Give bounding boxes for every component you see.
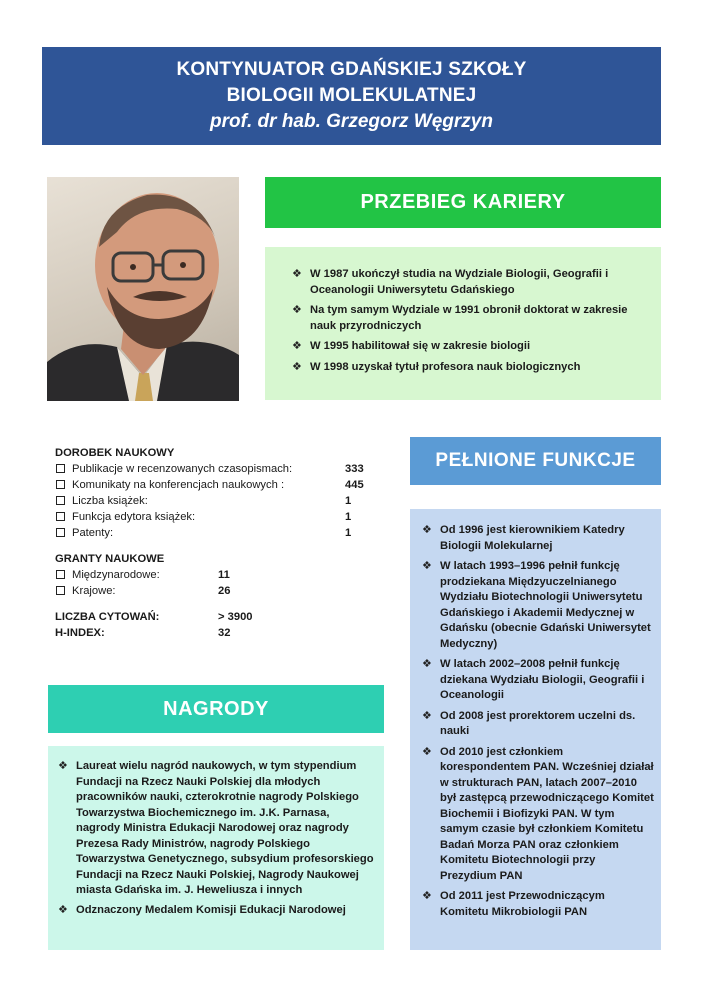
stat-row: Funkcja edytora książek: 1 bbox=[55, 509, 385, 525]
portrait-illustration bbox=[47, 177, 239, 401]
diamond-bullet-icon: ❖ bbox=[58, 760, 68, 772]
subtitle-name: prof. dr hab. Grzegorz Węgrzyn bbox=[210, 111, 493, 132]
list-item: ❖ W 1998 uzyskał tytuł profesora nauk biologicznych bbox=[292, 360, 642, 376]
list-item: ❖ Laureat wielu nagród naukowych, w tym stypendium Fundacji na Rzecz Nauki Polskiej dla młodych pracowników nauki, czterokrotnie nagrody Polskiego Towarzystwa Biochemicznego im. J.K. Parnasa, nagrody Ministra Edukacji Narodowej oraz nagrody Prezesa Rady Ministrów, nagrody Polskiego Towarzystwa Genetycznego, subsydium profesorskiego Fundacji na Rzecz Nauki Polskiej, Nagrody Naukowej miasta Gdańska im. J. Heweliusza i innych bbox=[58, 760, 374, 896]
stat-row: Publikacje w recenzowanych czasopismach: 333 bbox=[55, 461, 385, 477]
stats-section bbox=[55, 445, 385, 641]
checkbox-icon bbox=[56, 586, 65, 595]
title-line-2: BIOLOGII MOLEKULATNEJ bbox=[226, 85, 477, 106]
checkbox-icon bbox=[56, 464, 65, 473]
list-item: ❖ Od 1996 jest kierownikiem Katedry Biologii Molekularnej bbox=[422, 524, 625, 552]
stat-row: Komunikaty na konferencjach naukowych : 445 bbox=[55, 477, 385, 493]
diamond-bullet-icon: ❖ bbox=[422, 745, 432, 758]
list-item: ❖ Od 2008 jest prorektorem uczelni ds. nauki bbox=[422, 709, 636, 737]
checkbox-icon bbox=[56, 496, 65, 505]
functions-heading: PEŁNIONE FUNKCJE bbox=[410, 437, 661, 485]
diamond-bullet-icon: ❖ bbox=[422, 524, 432, 536]
granty-heading: GRANTY NAUKOWE bbox=[55, 553, 165, 565]
list-item: ❖ W 1995 habilitował się w zakresie biologii bbox=[292, 339, 642, 355]
list-item: ❖ W 1987 ukończył studia na Wydziale Biologii, Geografii i Oceanologii Uniwersytetu Gdańskiego bbox=[292, 268, 609, 296]
title-banner bbox=[42, 47, 661, 145]
awards-panel bbox=[48, 746, 384, 950]
checkbox-icon bbox=[56, 512, 65, 521]
list-item: ❖ Na tym samym Wydziale w 1991 obronił doktorat w zakresie nauk przyrodniczych bbox=[292, 304, 628, 332]
diamond-bullet-icon: ❖ bbox=[58, 903, 68, 916]
career-panel bbox=[265, 247, 661, 400]
list-item: ❖ Od 2011 jest Przewodniczącym Komitetu Mikrobiologii PAN bbox=[422, 890, 605, 918]
awards-heading: NAGRODY bbox=[48, 685, 384, 733]
stat-row: Krajowe: 26 bbox=[55, 583, 385, 599]
diamond-bullet-icon: ❖ bbox=[292, 360, 302, 373]
stat-row: Liczba książek: 1 bbox=[55, 493, 385, 509]
functions-list bbox=[422, 523, 654, 925]
diamond-bullet-icon: ❖ bbox=[292, 304, 302, 316]
checkbox-icon bbox=[56, 528, 65, 537]
list-item: ❖ W latach 1993–1996 pełnił funkcję prodziekana Międzyuczelnianego Wydziału Biotechnologii Uniwersytetu Gdańskiego i Akademii Medycznej w Gdańsku (obecnie Gdański Uniwersytet Medyczny) bbox=[422, 560, 651, 650]
diamond-bullet-icon: ❖ bbox=[422, 560, 432, 572]
career-list bbox=[292, 267, 642, 380]
diamond-bullet-icon: ❖ bbox=[422, 658, 432, 670]
checkbox-icon bbox=[56, 480, 65, 489]
diamond-bullet-icon: ❖ bbox=[422, 709, 432, 722]
portrait-photo bbox=[47, 177, 239, 401]
stat-row: Międzynarodowe: 11 bbox=[55, 567, 385, 583]
career-heading: PRZEBIEG KARIERY bbox=[265, 177, 661, 228]
list-item: ❖ Odznaczony Medalem Komisji Edukacji Narodowej bbox=[58, 903, 376, 919]
diamond-bullet-icon: ❖ bbox=[292, 268, 302, 280]
awards-list bbox=[58, 759, 376, 922]
diamond-bullet-icon: ❖ bbox=[292, 340, 302, 352]
stat-row: Patenty: 1 bbox=[55, 525, 385, 541]
title-line-1: KONTYNUATOR GDAŃSKIEJ SZKOŁY bbox=[176, 59, 527, 80]
checkbox-icon bbox=[56, 570, 65, 579]
hindex-row: H-INDEX: 32 bbox=[55, 627, 231, 639]
functions-panel bbox=[410, 509, 661, 950]
dorobek-heading: DOROBEK NAUKOWY bbox=[55, 447, 175, 459]
diamond-bullet-icon: ❖ bbox=[422, 890, 432, 902]
list-item: ❖ W latach 2002–2008 pełnił funkcję dziekana Wydziału Biologii, Geografii i Oceanologii bbox=[422, 658, 645, 701]
list-item: ❖ Od 2010 jest członkiem korespondentem PAN. Wcześniej działał w strukturach PAN, latach 2007–2010 był zastępcą przewodniczącego Komitet Biochemii i Biofizyki PAN. W tym samym czasie był członkiem Komitetu Badań Morza PAN oraz członkiem Komitetu Biotechnologii przy Prezydium PAN bbox=[422, 745, 654, 882]
citations-row: LICZBA CYTOWAŃ: > 3900 bbox=[55, 611, 253, 623]
